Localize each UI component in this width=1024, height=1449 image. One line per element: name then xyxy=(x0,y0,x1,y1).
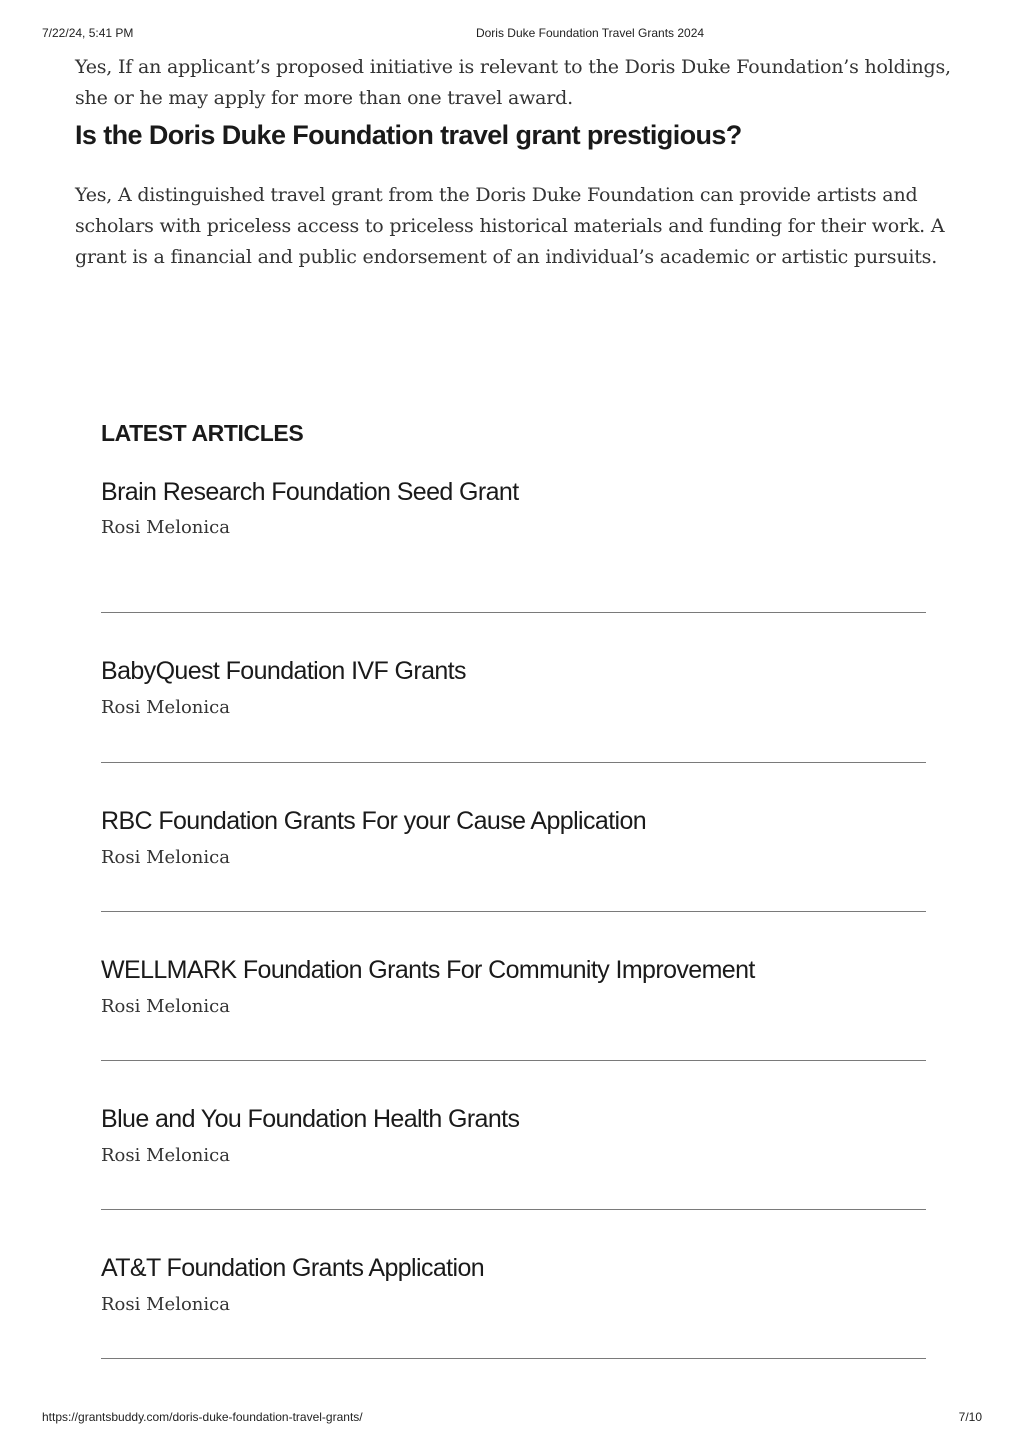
latest-articles-heading: LATEST ARTICLES xyxy=(101,420,304,446)
article-item[interactable] xyxy=(101,476,926,613)
faq-question-prestigious: Is the Doris Duke Foundation travel grant prestigious? xyxy=(75,120,742,150)
article-item[interactable] xyxy=(101,613,926,763)
latest-articles-section xyxy=(101,418,926,1359)
article-item[interactable] xyxy=(101,1210,926,1359)
article-item[interactable] xyxy=(101,912,926,1061)
article-author: Rosi Melonica xyxy=(101,1294,230,1315)
faq-answer-prestigious: Yes, A distinguished travel grant from the Doris Duke Foundation can provide artists and scholars with priceless access to priceless historical materials and funding for their work. A grant is a financial and public endorsement of an individual’s academic or artistic pursuits. xyxy=(75,184,945,268)
print-footer xyxy=(0,1410,1024,1426)
article-author: Rosi Melonica xyxy=(101,996,230,1017)
print-datetime: 7/22/24, 5:41 PM xyxy=(42,26,134,40)
article-title-link[interactable]: Brain Research Foundation Seed Grant xyxy=(101,478,519,506)
article-title-link[interactable]: BabyQuest Foundation IVF Grants xyxy=(101,657,466,685)
article-author: Rosi Melonica xyxy=(101,847,230,868)
print-document-title: Doris Duke Foundation Travel Grants 2024 xyxy=(475,26,705,40)
print-header xyxy=(0,26,1024,42)
article-title-link[interactable]: AT&T Foundation Grants Application xyxy=(101,1254,485,1282)
article-title-link[interactable]: WELLMARK Foundation Grants For Community Improvement xyxy=(101,956,755,984)
article-content xyxy=(75,52,965,273)
faq-answer-multiple-awards: Yes, If an applicant’s proposed initiative is relevant to the Doris Duke Foundation’s holdings, she or he may apply for more than one travel award. xyxy=(75,56,951,109)
article-title-link[interactable]: RBC Foundation Grants For your Cause Application xyxy=(101,807,647,835)
latest-articles-list xyxy=(101,476,926,1359)
print-page-url: https://grantsbuddy.com/doris-duke-foundation-travel-grants/ xyxy=(42,1410,363,1424)
article-author: Rosi Melonica xyxy=(101,517,230,538)
print-page-number: 7/10 xyxy=(958,1410,982,1424)
article-author: Rosi Melonica xyxy=(101,1145,230,1166)
article-item[interactable] xyxy=(101,763,926,912)
article-author: Rosi Melonica xyxy=(101,697,230,718)
article-item[interactable] xyxy=(101,1061,926,1210)
article-title-link[interactable]: Blue and You Foundation Health Grants xyxy=(101,1105,520,1133)
